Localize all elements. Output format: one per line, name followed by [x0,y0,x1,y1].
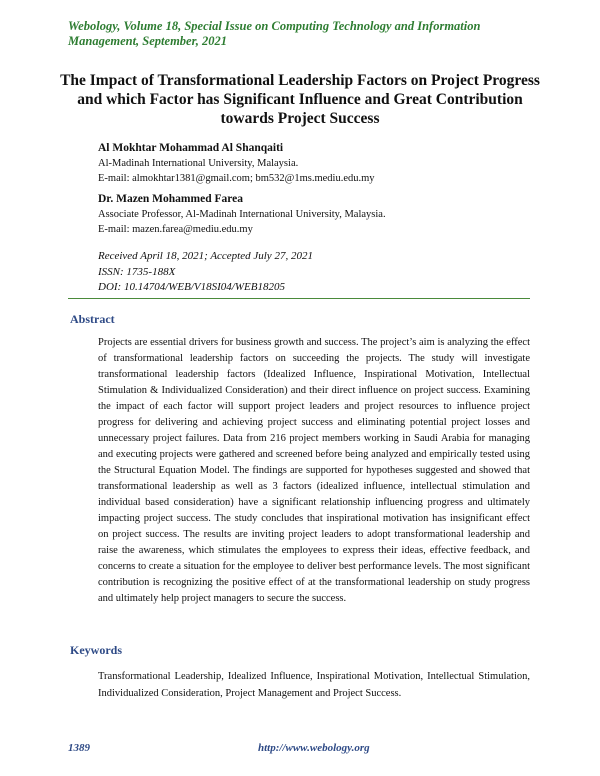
received-accepted-dates: Received April 18, 2021; Accepted July 27, 2021 [98,250,313,262]
section-divider [68,298,530,299]
publication-info [98,249,313,296]
journal-header: Webology, Volume 18, Special Issue on Computing Technology and Information Management, September, 2021 [68,19,481,48]
author-name: Al Mokhtar Mohammad Al Shanqaiti [98,142,284,154]
doi: DOI: 10.14704/WEB/V18SI04/WEB18205 [98,281,285,293]
author-block-2 [98,191,386,237]
author-email: E-mail: mazen.farea@mediu.edu.my [98,224,253,235]
author-affiliation: Al-Madinah International University, Malaysia. [98,158,299,169]
abstract-heading: Abstract [70,312,115,326]
author-email: E-mail: almokhtar1381@gmail.com; bm532@1ms.mediu.edu.my [98,173,375,184]
author-affiliation: Associate Professor, Al-Madinah International University, Malaysia. [98,209,386,220]
abstract-text: Projects are essential drivers for business growth and success. The project’s aim is analyzing the effect of transformational leadership factors on succeeding the projects. The study will investigate transformational leadership factors (Idealized Influence, Inspirational Motivation, Intellectual Stimulation & Individualized Consideration) and their direct influence on project success. Examining the impact of each factor will support project leaders and project resources to influence project progress for delivering and achieving project success and eliminating potential project losses and unnecessary project failures. Data from 216 project members working in Saudi Arabia for managing and executing projects were gathered and screened before being analyzed and empirically tested using the Structural Equation Model. The findings are supported for hypotheses suggested and showed that transformational leadership as well as 3 factors (idealized influence, intellectual stimulation and individual based consideration) have a significant relationship influencing progress and ultimately impacting project success. The study concludes that inspirational motivation has insignificant effect on project success. The results are inviting project leaders to adopt transformational leadership and raise the awareness, which stimulates the employees to express their ideas, effective feedback, and concerns to create a situation for the employee to deliver best performance levels. The most significant contribution is recognizing the positive effect of at the transformational leadership on study progress and ultimately help project managers to secure the success. [98,337,530,604]
keywords-heading: Keywords [70,643,122,657]
page-number: 1389 [68,742,90,754]
keywords-text: Transformational Leadership, Idealized Influence, Inspirational Motivation, Intellectual Stimulation, Individualized Consideration, Project Management and Project Success. [98,671,530,699]
journal-url[interactable]: http://www.webology.org [258,742,370,754]
author-name: Dr. Mazen Mohammed Farea [98,193,243,205]
issn: ISSN: 1735-188X [98,265,176,278]
paper-title: The Impact of Transformational Leadership Factors on Project Progress and which Factor has Significant Influence and Great Contribution towards Project Success [60,72,540,127]
author-block-1 [98,140,375,186]
